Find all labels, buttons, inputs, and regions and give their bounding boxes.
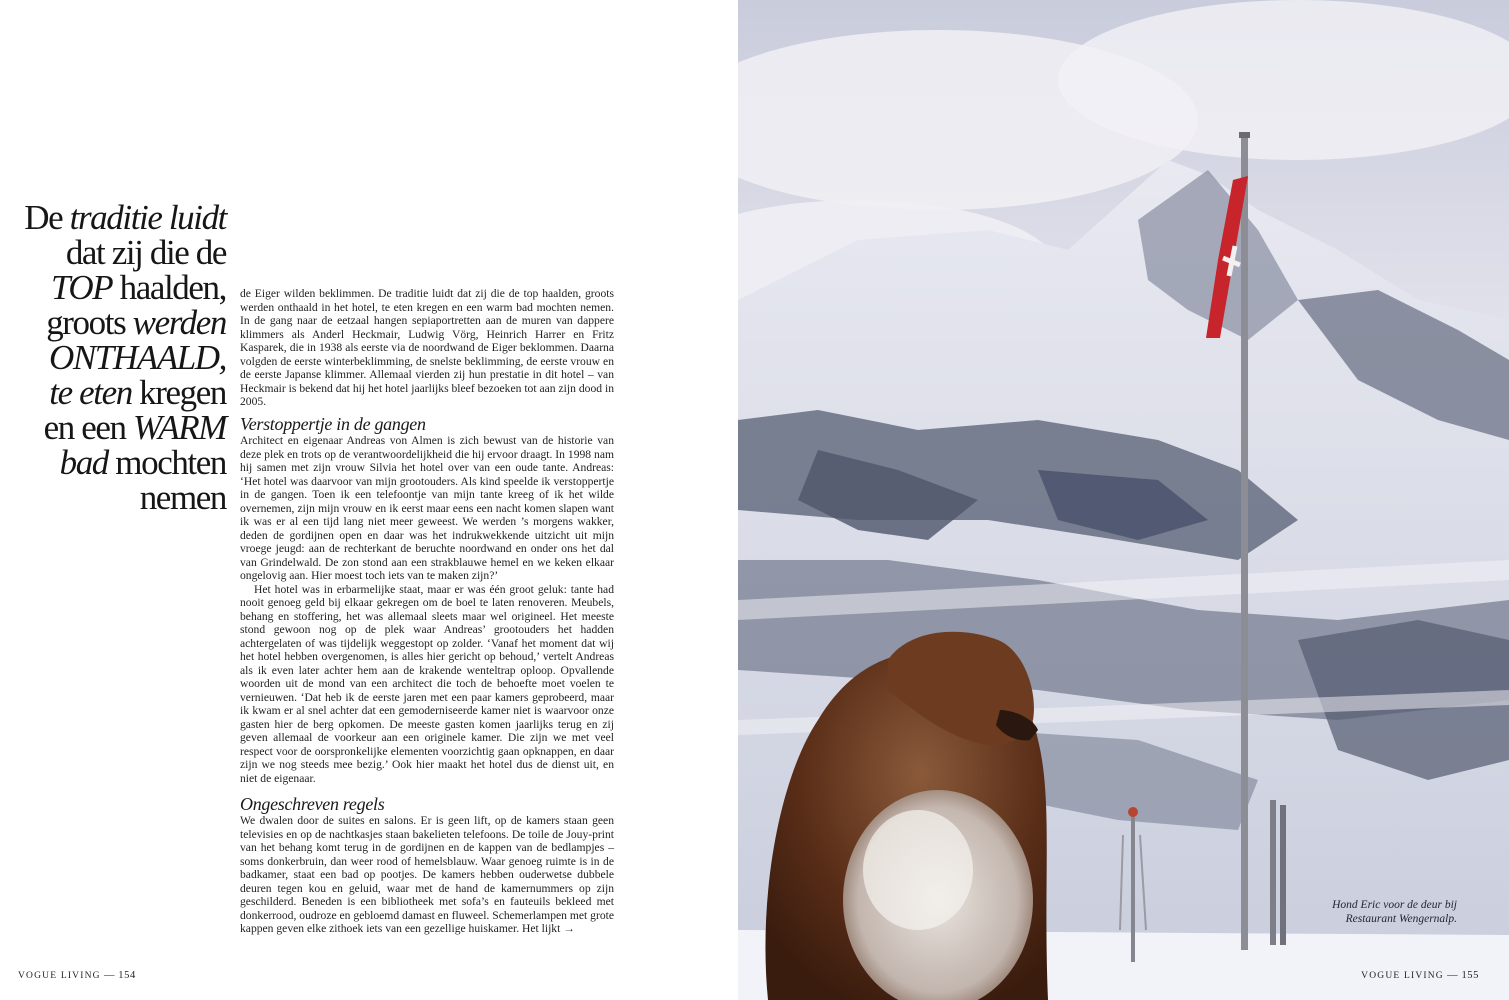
- folio-brand: VOGUE LIVING: [18, 971, 101, 981]
- section-heading: Ongeschreven regels: [240, 794, 385, 814]
- folio-number: 154: [118, 970, 136, 981]
- folio-separator: —: [1443, 970, 1462, 981]
- pull-quote-line: te eten kregen: [49, 373, 226, 412]
- pull-quote-line: groots werden: [46, 303, 226, 342]
- pull-quote-line: nemen: [139, 478, 226, 517]
- pull-quote-line: TOP haalden,: [50, 268, 226, 307]
- photo-caption: Hond Eric voor de deur bij Restaurant Wengernalp.: [1332, 899, 1457, 925]
- folio-brand: VOGUE LIVING: [1361, 971, 1444, 981]
- pull-quote-line: bad mochten: [59, 443, 226, 482]
- folio-separator: —: [100, 970, 119, 981]
- body-paragraph: Architect en eigenaar Andreas von Almen is zich bewust van de historie van deze plek en trots op de verantwoordelijkheid die hij ervoor draagt. In 1998 nam hij samen met zijn vrouw Silvia het hotel over van een oude tante. Andreas: ‘Het hotel was daarvoor van mijn grootouders. Als kind speelde ik verstoppertje in de gangen. Toen ik een telefoontje van mijn tante kreeg of ik het wilde overnemen, zijn mijn vrouw en ik eerst maar eens een nacht komen slapen want ik was er al een tijd lang niet meer geweest. We werden ’s morgens wakker, deden de gordijnen open en daar was het indrukwekkende uitzicht uit mijn vroege jeugd: aan de rechterkant de beruchte noordwand en onder ons het dal van Grindelwald. De zon stond aan een strakblauwe hemel en we keken elkaar ongelovig aan. Hier moest toch iets van te maken zijn?’: [240, 434, 614, 582]
- article-section-1: [240, 414, 614, 785]
- pull-quote-line: en een WARM: [43, 408, 226, 447]
- article-intro: [240, 287, 614, 409]
- body-paragraph: Het hotel was in erbarmelijke staat, maar er was één groot geluk: tante had nooit genoeg geld bij elkaar gekregen om de boel te laten renoveren. Meubels, behang en stoffering, het was allemaal sleets maar wel origineel. Het meeste stond gewoon nog op de plek waar Andreas’ grootouders het hadden achtergelaten of was tijdelijk weggestopt op zolder. ‘Vanaf het moment dat wij het hotel hebben overgenomen, is alles hier gericht op behoud,’ vertelt Andreas als ik even later achter hem aan de krakende wenteltrap oploop. Opvallende woorden uit de mond van een architect die toch de behoefte moet voelen te vernieuwen. ‘Dat heb ik de eerste jaren met een paar kamers geprobeerd, maar ik kwam er al snel achter dat een gemoderniseerde kamer niet is waarvoor onze gasten hier de berg opkomen. De meeste gasten komen jaarlijks terug en zij geven allemaal de voorkeur aan een originele kamer. Die zijn we met veel respect voor de oorspronkelijke elementen voorzichtig gaan opknappen, en daar zijn we nog steeds mee bezig.’ Ook hier maakt het hotel dus de dienst uit, en niet de eigenaar.: [240, 582, 614, 785]
- pull-quote-line: De traditie luidt: [24, 198, 226, 237]
- folio-number: 155: [1461, 970, 1479, 981]
- pull-quote-line: ONTHAALD,: [48, 338, 226, 377]
- intro-paragraph: de Eiger wilden beklimmen. De traditie luidt dat zij die de top haalden, groots werden onthaald in het hotel, te eten kregen en een warm bad mochten nemen. In de gang naar de eetzaal hangen sepiaportretten aan de muren van dappere klimmers als Anderl Heckmair, Ludwig Vörg, Heinrich Harrer en Fritz Kasparek, die in 1938 als eerste via de noordwand de Eiger beklommen. Daarna volgden de eerste winterbeklimming, de snelste beklimming, de eerste vrouw en de eerste Japanse klimmer. Allemaal vierden zij hun prestatie in dit hotel – van Heckmair is bekend dat hij het hotel jaarlijks bleef bezoeken tot aan zijn dood in 2005.: [240, 287, 614, 408]
- section-heading: Verstoppertje in de gangen: [240, 414, 426, 434]
- pull-quote: [0, 200, 226, 515]
- right-page: [738, 0, 1509, 1000]
- pull-quote-line: dat zij die de: [65, 233, 226, 272]
- body-paragraph: We dwalen door de suites en salons. Er is geen lift, op de kamers staan geen televisies en op de nachtkasjes staan bakelieten telefoons. De toile de Jouy-print van het behang komt terug in de gordijnen en de kappen van de bedlampjes – soms donkerbruin, dan weer rood of hemelsblauw. Waar genoeg ruimte is in de badkamer, staat een bad op pootjes. De kamers hebben ouderwetse dubbele deuren tegen kou en geluid, waar met de hand de kamernummers op zijn geschilderd. Beneden is een bibliotheek met sofa’s en fauteuils bekleed met donkerrood, oudroze en gebloemd damast en fluweel. Schemerlampen met grote kappen geven elke zithoek iets van een gezellige huiskamer. Het lijkt →: [240, 814, 614, 935]
- mountain-dog-photo: [738, 0, 1509, 1000]
- page-folio: [18, 970, 136, 981]
- page-folio: [1361, 970, 1479, 981]
- left-page: [0, 0, 738, 1000]
- article-section-2: [240, 794, 614, 936]
